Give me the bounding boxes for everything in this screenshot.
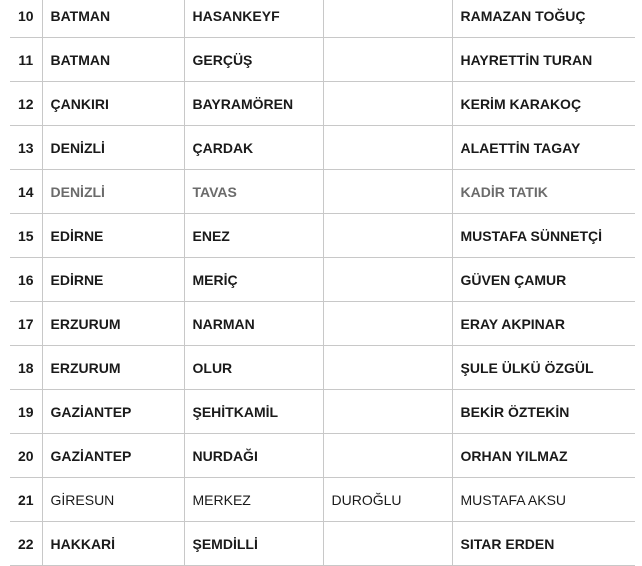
district-cell: ÇARDAK xyxy=(184,126,323,170)
row-number: 22 xyxy=(10,522,42,566)
row-number: 21 xyxy=(10,478,42,522)
province-cell: BATMAN xyxy=(42,0,184,38)
table-row xyxy=(10,478,635,522)
province-cell: DENİZLİ xyxy=(42,126,184,170)
district-cell: TAVAS xyxy=(184,170,323,214)
town-cell xyxy=(323,82,452,126)
name-cell: GÜVEN ÇAMUR xyxy=(452,258,635,302)
name-cell: KADİR TATIK xyxy=(452,170,635,214)
province-cell: GAZİANTEP xyxy=(42,390,184,434)
table-row xyxy=(10,258,635,302)
province-cell: ÇANKIRI xyxy=(42,82,184,126)
town-cell: DUROĞLU xyxy=(323,478,452,522)
row-number: 10 xyxy=(10,0,42,38)
province-cell: HAKKARİ xyxy=(42,522,184,566)
province-cell: EDİRNE xyxy=(42,214,184,258)
town-cell xyxy=(323,258,452,302)
town-cell xyxy=(323,170,452,214)
name-cell: ALAETTİN TAGAY xyxy=(452,126,635,170)
district-cell: OLUR xyxy=(184,346,323,390)
row-number: 12 xyxy=(10,82,42,126)
name-cell: ŞULE ÜLKÜ ÖZGÜL xyxy=(452,346,635,390)
town-cell xyxy=(323,302,452,346)
row-number: 15 xyxy=(10,214,42,258)
table-body xyxy=(10,0,635,566)
name-cell: ORHAN YILMAZ xyxy=(452,434,635,478)
province-cell: DENİZLİ xyxy=(42,170,184,214)
name-cell: KERİM KARAKOÇ xyxy=(452,82,635,126)
district-cell: MERİÇ xyxy=(184,258,323,302)
table-row xyxy=(10,346,635,390)
town-cell xyxy=(323,214,452,258)
row-number: 11 xyxy=(10,38,42,82)
name-cell: SITAR ERDEN xyxy=(452,522,635,566)
province-cell: ERZURUM xyxy=(42,346,184,390)
town-cell xyxy=(323,0,452,38)
district-cell: MERKEZ xyxy=(184,478,323,522)
row-number: 19 xyxy=(10,390,42,434)
district-cell: BAYRAMÖREN xyxy=(184,82,323,126)
town-cell xyxy=(323,390,452,434)
table-row xyxy=(10,0,635,38)
district-cell: GERÇÜŞ xyxy=(184,38,323,82)
district-cell: HASANKEYF xyxy=(184,0,323,38)
name-cell: BEKİR ÖZTEKİN xyxy=(452,390,635,434)
row-number: 14 xyxy=(10,170,42,214)
district-cell: ŞEHİTKAMİL xyxy=(184,390,323,434)
table-row xyxy=(10,390,635,434)
town-cell xyxy=(323,126,452,170)
province-cell: GİRESUN xyxy=(42,478,184,522)
province-cell: ERZURUM xyxy=(42,302,184,346)
row-number: 20 xyxy=(10,434,42,478)
name-cell: MUSTAFA AKSU xyxy=(452,478,635,522)
table-row xyxy=(10,434,635,478)
name-cell: RAMAZAN TOĞUÇ xyxy=(452,0,635,38)
province-cell: EDİRNE xyxy=(42,258,184,302)
district-cell: NURDAĞI xyxy=(184,434,323,478)
row-number: 16 xyxy=(10,258,42,302)
town-cell xyxy=(323,346,452,390)
town-cell xyxy=(323,434,452,478)
row-number: 13 xyxy=(10,126,42,170)
table-row xyxy=(10,302,635,346)
table-row xyxy=(10,38,635,82)
table-row xyxy=(10,170,635,214)
province-cell: GAZİANTEP xyxy=(42,434,184,478)
row-number: 17 xyxy=(10,302,42,346)
town-cell xyxy=(323,38,452,82)
province-cell: BATMAN xyxy=(42,38,184,82)
district-cell: NARMAN xyxy=(184,302,323,346)
row-number: 18 xyxy=(10,346,42,390)
table-row xyxy=(10,82,635,126)
district-cell: ENEZ xyxy=(184,214,323,258)
name-cell: HAYRETTİN TURAN xyxy=(452,38,635,82)
district-cell: ŞEMDİLLİ xyxy=(184,522,323,566)
table-row xyxy=(10,522,635,566)
table-row xyxy=(10,214,635,258)
name-cell: ERAY AKPINAR xyxy=(452,302,635,346)
town-cell xyxy=(323,522,452,566)
results-table xyxy=(10,0,635,566)
name-cell: MUSTAFA SÜNNETÇİ xyxy=(452,214,635,258)
table-row xyxy=(10,126,635,170)
